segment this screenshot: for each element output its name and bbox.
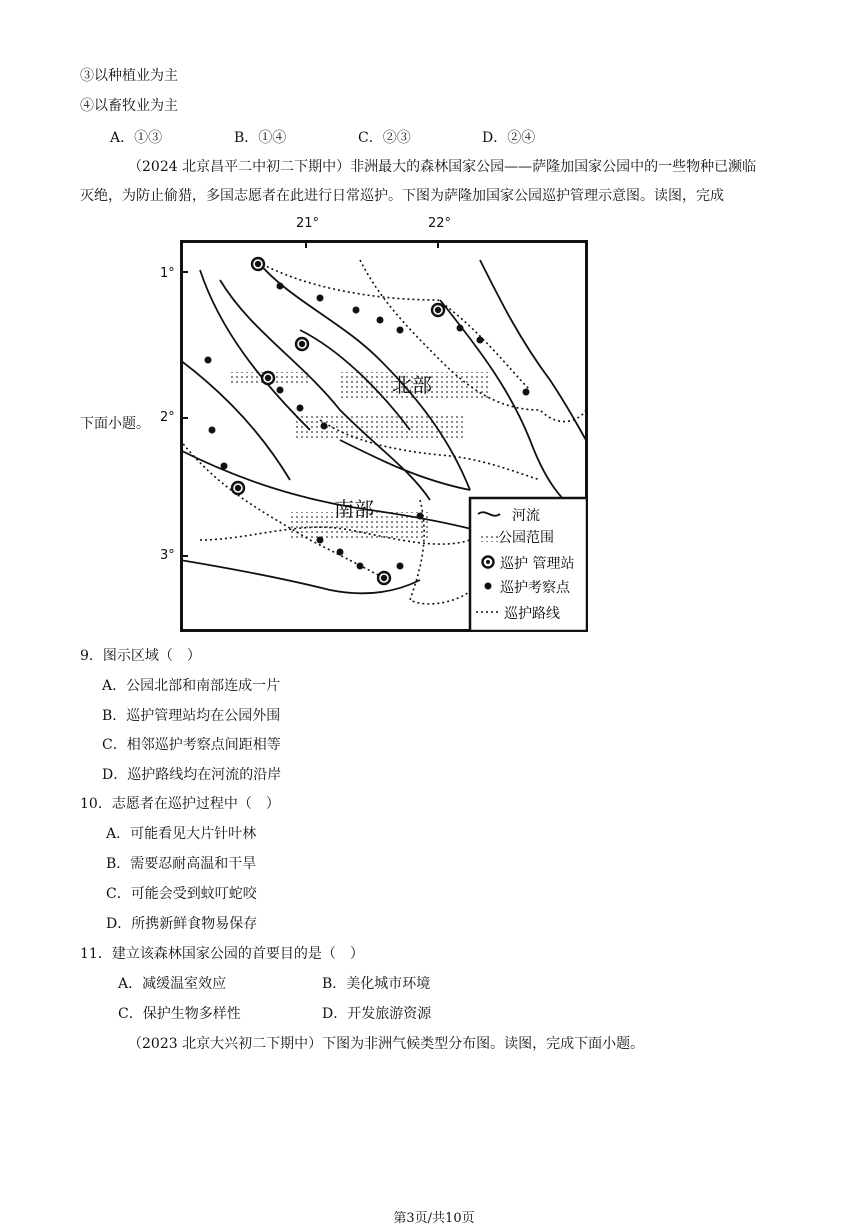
legend-park-label: 公园范围	[498, 530, 554, 546]
q10-option-b: B．需要忍耐高温和干旱	[106, 856, 257, 872]
q10-option-c: C．可能会受到蚊叮蛇咬	[106, 886, 257, 902]
patrol-point	[417, 513, 424, 520]
patrol-point	[523, 389, 530, 396]
map-legend	[470, 498, 587, 631]
legend-station-symbol	[483, 557, 494, 568]
patrol-point	[353, 307, 360, 314]
region-north-label: 北部	[392, 373, 432, 397]
legend-station-label: 巡护 管理站	[500, 556, 575, 572]
legend-route-label: 巡护路线	[504, 606, 560, 622]
q11-option-c: C．保护生物多样性	[118, 1006, 241, 1022]
lon-label-21: 21°	[296, 216, 320, 231]
patrol-point	[321, 423, 328, 430]
patrol-point	[357, 563, 364, 570]
patrol-point	[317, 295, 324, 302]
patrol-station	[378, 572, 390, 584]
legend-point-symbol	[485, 583, 492, 590]
page-footer: 第3页/共10页	[393, 1211, 475, 1226]
patrol-map	[180, 240, 588, 632]
region-south-label: 南部	[334, 497, 374, 521]
legend-park-symbol	[480, 534, 498, 542]
q11-stem: 11．建立该森林国家公园的首要目的是（ ）	[80, 946, 364, 962]
patrol-station	[252, 258, 264, 270]
patrol-point	[397, 563, 404, 570]
patrol-point	[337, 549, 344, 556]
patrol-point	[297, 405, 304, 412]
patrol-station	[296, 338, 308, 350]
q11-option-a: A．减缓温室效应	[118, 976, 227, 992]
patrol-point	[277, 283, 284, 290]
intro-line-2: 灭绝，为防止偷猎，多国志愿者在此进行日常巡护。下图为萨隆加国家公园巡护管理示意图。读图，完成	[80, 188, 724, 204]
patrol-point	[377, 317, 384, 324]
q9-option-d: D．巡护路线均在河流的沿岸	[102, 767, 282, 783]
q9-option-a: A．公园北部和南部连成一片	[102, 678, 281, 694]
lat-label-3: 3°	[160, 548, 175, 563]
q11-option-b: B．美化城市环境	[322, 976, 431, 992]
intro2: （2023 北京大兴初二下期中）下图为非洲气候类型分布图。读图，完成下面小题。	[128, 1036, 645, 1052]
patrol-point	[457, 325, 464, 332]
patrol-point	[397, 327, 404, 334]
intro-line-1: （2024 北京昌平二中初二下期中）非洲最大的森林国家公园——萨隆加国家公园中的一些物种已濒临	[128, 159, 757, 175]
patrol-point	[221, 463, 228, 470]
option-c: C．②③	[358, 130, 411, 146]
patrol-station	[262, 372, 274, 384]
legend-river-label: 河流	[512, 508, 540, 524]
patrol-point	[477, 337, 484, 344]
patrol-station	[432, 304, 444, 316]
q10-stem: 10．志愿者在巡护过程中（ ）	[80, 796, 280, 812]
q10-option-d: D．所携新鲜食物易保存	[106, 916, 258, 932]
q11-options-row-2	[118, 1004, 431, 1024]
intro-line-3: 下面小题。	[80, 416, 150, 432]
option-b: B．①④	[234, 130, 287, 146]
patrol-point	[277, 387, 284, 394]
option-a: A．①③	[110, 130, 163, 146]
q11-option-d: D．开发旅游资源	[322, 1006, 432, 1022]
q9-stem: 9．图示区域（ ）	[80, 648, 201, 664]
q9-option-c: C．相邻巡护考察点间距相等	[102, 737, 281, 753]
q11-options-row-1	[118, 974, 430, 994]
lon-label-22: 22°	[428, 216, 452, 231]
patrol-point	[317, 537, 324, 544]
q9-option-b: B．巡护管理站均在公园外围	[102, 708, 281, 724]
lat-label-1: 1°	[160, 266, 175, 281]
statement-4: ④以畜牧业为主	[80, 98, 178, 114]
option-d: D．②④	[482, 130, 536, 146]
patrol-station	[232, 482, 244, 494]
patrol-point	[209, 427, 216, 434]
prev-options	[110, 128, 535, 148]
patrol-point	[205, 357, 212, 364]
statement-3: ③以种植业为主	[80, 68, 178, 84]
lat-label-2: 2°	[160, 410, 175, 425]
q10-option-a: A．可能看见大片针叶林	[106, 826, 257, 842]
legend-point-label: 巡护考察点	[500, 580, 570, 596]
